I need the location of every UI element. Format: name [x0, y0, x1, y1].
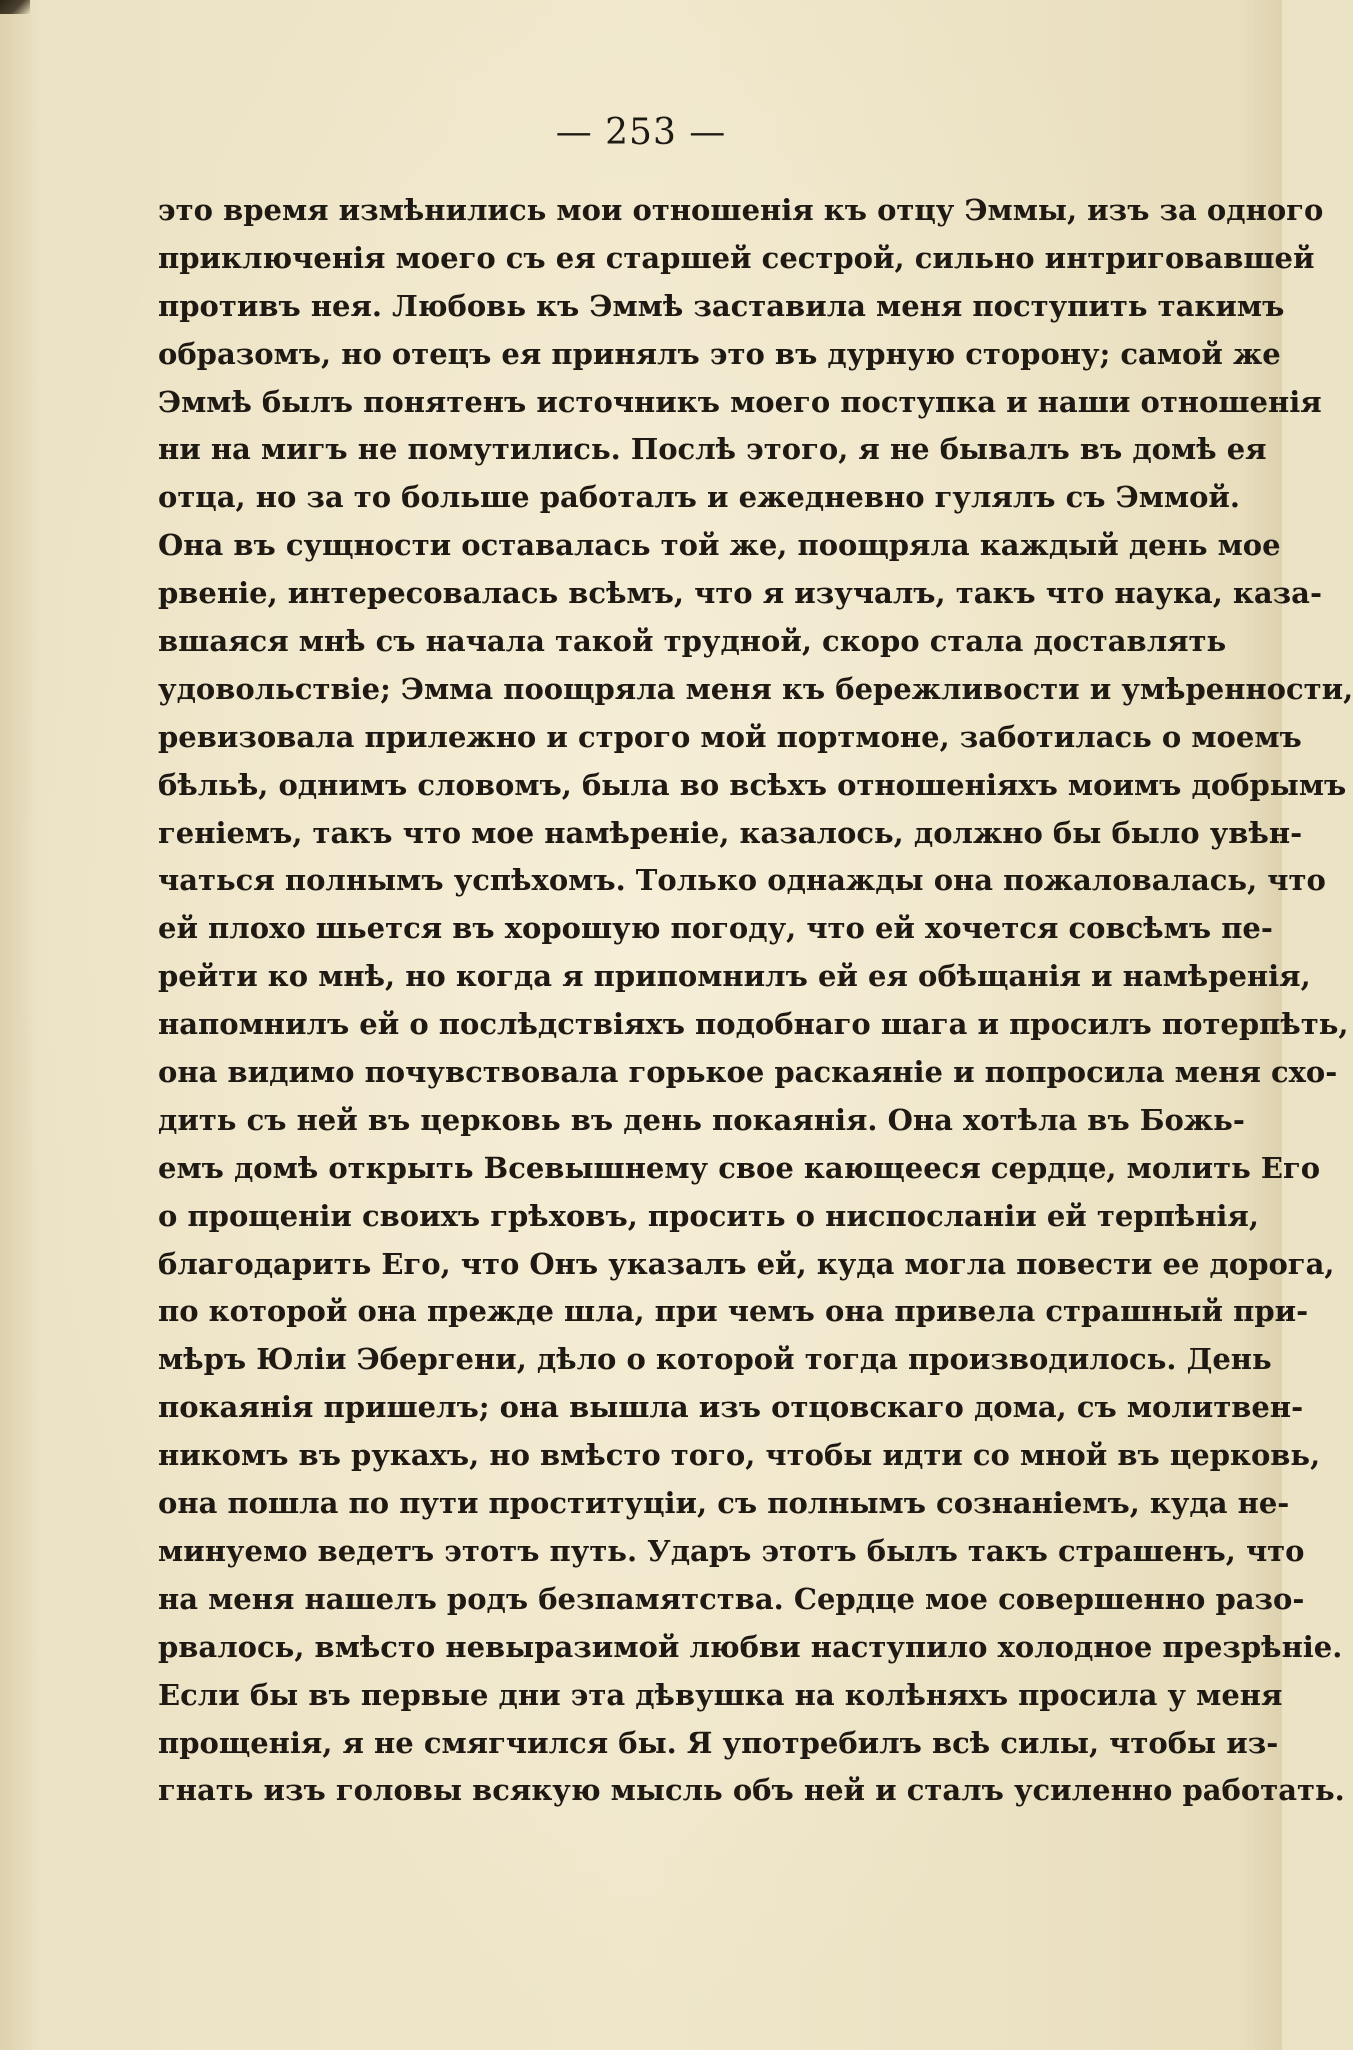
- text-line: ей плохо шьется въ хорошую погоду, что ей хочется совсѣмъ пе-: [158, 911, 1273, 946]
- text-line: мѣръ Юліи Эбергени, дѣло о которой тогда производилось. День: [158, 1342, 1272, 1377]
- text-line: она видимо почувствовала горькое раскаяніе и попросила меня схо-: [158, 1055, 1338, 1090]
- text-line: дить съ ней въ церковь въ день покаянія. Она хотѣла въ Божь-: [158, 1102, 1245, 1137]
- text-line: ревизовала прилежно и строго мой портмоне, заботилась о моемъ: [158, 719, 1302, 754]
- text-line: о прощеніи своихъ грѣховъ, просить о ниспосланіи ей терпѣнія,: [158, 1198, 1259, 1233]
- text-line: образомъ, но отецъ ея принялъ это въ дурную сторону; самой же: [158, 336, 1281, 371]
- text-line: приключенія моего съ ея старшей сестрой, сильно интриговавшей: [158, 240, 1315, 275]
- text-line: никомъ въ рукахъ, но вмѣсто того, чтобы идти со мной въ церковь,: [158, 1438, 1321, 1473]
- text-line: противъ нея. Любовь къ Эммѣ заставила меня поступить такимъ: [158, 288, 1285, 323]
- text-line: она пошла по пути проституціи, съ полнымъ сознаніемъ, куда не-: [158, 1486, 1290, 1521]
- page-corner-shadow: [0, 0, 30, 14]
- text-line: гнать изъ головы всякую мысль объ ней и сталъ усиленно работать.: [158, 1773, 1345, 1808]
- text-line: покаянія пришелъ; она вышла изъ отцовскаго дома, съ молитвен-: [158, 1390, 1304, 1425]
- text-line: благодарить Его, что Онъ указалъ ей, куда могла повести ее дорога,: [158, 1246, 1335, 1281]
- page-number: — 253 —: [555, 112, 727, 153]
- body-text: [158, 187, 1353, 1815]
- text-line: на меня нашелъ родъ безпамятства. Сердце мое совершенно разо-: [158, 1581, 1305, 1616]
- text-line: бѣльѣ, однимъ словомъ, была во всѣхъ отношеніяхъ моимъ добрымъ: [158, 767, 1347, 802]
- text-line: Эммѣ былъ понятенъ источникъ моего поступка и наши отношенія: [158, 384, 1322, 419]
- text-line: емъ домѣ открыть Всевышнему свое кающееся сердце, молить Его: [158, 1150, 1321, 1185]
- text-line: отца, но за то больше работалъ и ежедневно гулялъ съ Эммой.: [158, 480, 1241, 515]
- text-line: минуемо ведетъ этотъ путь. Ударъ этотъ былъ такъ страшенъ, что: [158, 1533, 1305, 1568]
- text-line: рвеніе, интересовалась всѣмъ, что я изучалъ, такъ что наука, каза-: [158, 576, 1322, 611]
- text-line: рейти ко мнѣ, но когда я припомнилъ ей ея обѣщанія и намѣренія,: [158, 959, 1311, 994]
- text-line: вшаяся мнѣ съ начала такой трудной, скоро стала доставлять: [158, 624, 1227, 659]
- text-line: чаться полнымъ успѣхомъ. Только однажды она пожаловалась, что: [158, 863, 1326, 898]
- text-line: по которой она прежде шла, при чемъ она привела страшный при-: [158, 1294, 1309, 1329]
- text-line: рвалось, вмѣсто невыразимой любви наступило холодное презрѣніе.: [158, 1629, 1343, 1664]
- text-line: удовольствіе; Эмма поощряла меня къ бережливости и умѣренности,: [158, 671, 1353, 706]
- text-line: ни на мигъ не помутились. Послѣ этого, я не бывалъ въ домѣ ея: [158, 432, 1267, 467]
- text-line: это время измѣнились мои отношенія къ отцу Эммы, изъ за одного: [158, 193, 1324, 227]
- text-line: напомнилъ ей о послѣдствіяхъ подобнаго шага и просилъ потерпѣть,: [158, 1007, 1349, 1042]
- text-line: Если бы въ первые дни эта дѣвушка на колѣняхъ просила у меня: [158, 1677, 1283, 1712]
- text-line: Она въ сущности оставалась той же, поощряла каждый день мое: [158, 528, 1281, 563]
- text-line: геніемъ, такъ что мое намѣреніе, казалось, должно бы было увѣн-: [158, 815, 1303, 850]
- text-line: прощенія, я не смягчился бы. Я употребилъ всѣ силы, чтобы из-: [158, 1725, 1279, 1760]
